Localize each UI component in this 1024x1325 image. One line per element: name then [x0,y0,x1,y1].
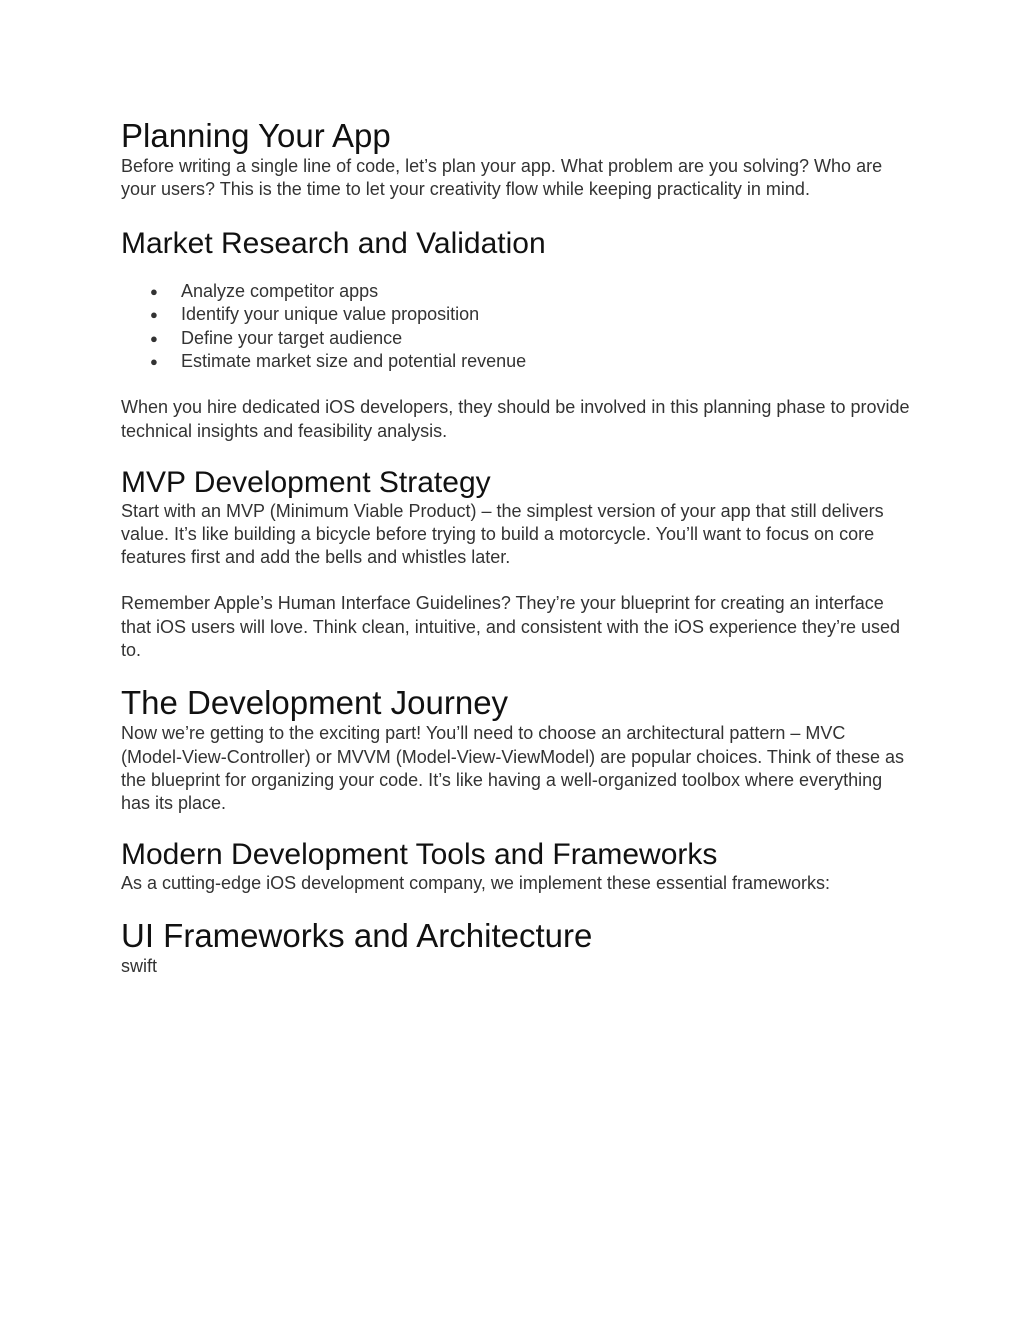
paragraph-development-journey: Now we’re getting to the exciting part! You’ll need to choose an architectural pattern – MVC (Model-View-Controller) or MVVM (Model-View-ViewModel) are popular choices. Think of these as the blueprint for organizing your code. It’s like having a well-organized toolbox where everything has its place. [121,723,904,814]
heading-market-research: Market Research and Validation [121,226,546,260]
bullet-icon: ● [150,307,158,323]
bullet-icon: ● [150,354,158,370]
paragraph-hire-developers: When you hire dedicated iOS developers, they should be involved in this planning phase to provide technical insights and feasibility analysis. [121,397,910,441]
paragraph-swift: swift [121,956,157,977]
heading-mvp-strategy: MVP Development Strategy [121,465,491,499]
heading-modern-tools: Modern Development Tools and Frameworks [121,838,718,872]
heading-planning-your-app: Planning Your App [121,117,391,154]
list-item: ● Define your target audience [121,327,911,350]
bullet-icon: ● [150,284,158,300]
bullet-icon: ● [150,330,158,346]
list-item: ● Estimate market size and potential revenue [121,350,911,373]
list-item: ● Identify your unique value proposition [121,303,911,326]
market-research-list [121,280,911,373]
heading-development-journey: The Development Journey [121,684,509,722]
heading-ui-frameworks: UI Frameworks and Architecture [121,917,593,955]
paragraph-modern-tools: As a cutting-edge iOS development company, we implement these essential frameworks: [121,873,831,894]
paragraph-hig: Remember Apple’s Human Interface Guidelines? They’re your blueprint for creating an interface that iOS users will love. Think clean, intuitive, and consistent with the iOS experience they’re used to. [121,593,901,660]
document-page [121,118,911,979]
paragraph-planning: Before writing a single line of code, let’s plan your app. What problem are you solving? Who are your users? This is the time to let your creativity flow while keeping practicality in mind. [121,155,883,200]
list-item: ● Analyze competitor apps [121,280,911,303]
paragraph-mvp: Start with an MVP (Minimum Viable Product) – the simplest version of your app that still delivers value. It’s like building a bicycle before trying to build a motorcycle. You’ll want to focus on core features first and add the bells and whistles later. [121,500,884,568]
